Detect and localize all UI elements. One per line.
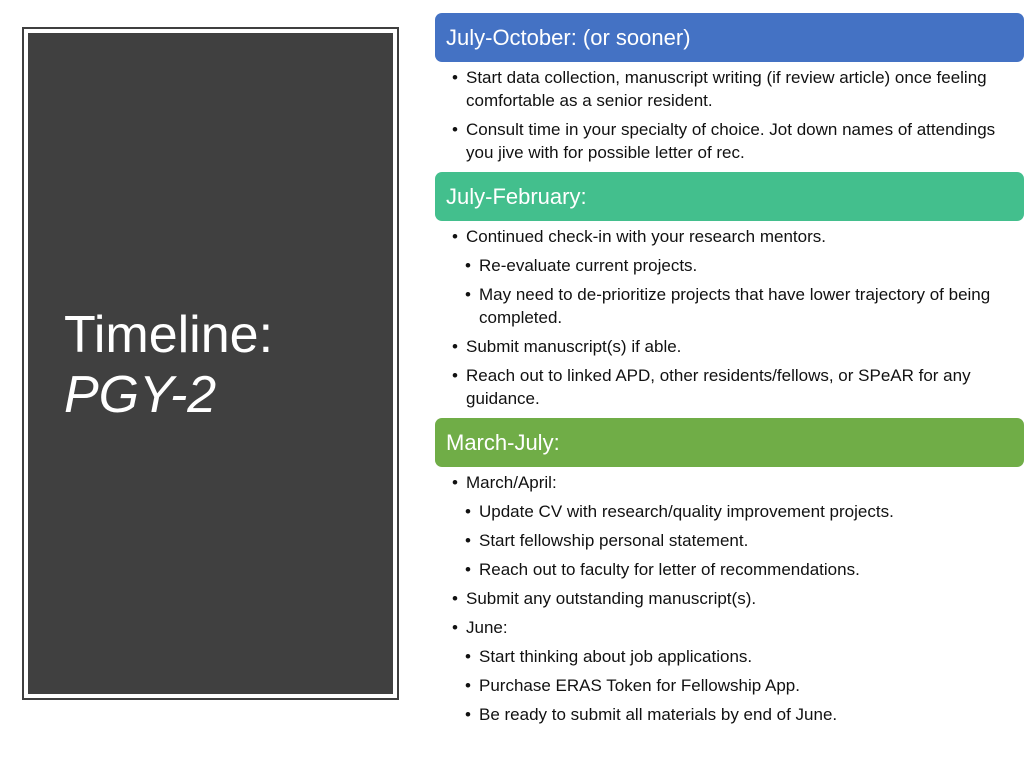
list-subitem — [465, 500, 1016, 523]
section-body — [435, 62, 1024, 172]
slide-title-line2: PGY-2 — [64, 366, 217, 424]
list-subitem — [465, 529, 1016, 552]
list-subitem — [465, 254, 1016, 277]
bullet-icon: • — [452, 227, 458, 246]
list-subitem — [465, 283, 1016, 329]
list-item-text: Re-evaluate current projects. — [479, 256, 698, 275]
list-subitem — [465, 674, 1016, 697]
section-header: July-February: — [435, 172, 1024, 221]
title-panel-background — [28, 33, 393, 694]
section-body — [435, 221, 1024, 418]
bullet-icon: • — [452, 366, 458, 385]
list-subitem — [465, 703, 1016, 726]
bullet-icon: • — [452, 473, 458, 492]
list-item-text: Continued check-in with your research mentors. — [466, 227, 826, 246]
list-item-text: Consult time in your specialty of choice. Jot down names of attendings you jive with for possible letter of rec. — [466, 120, 996, 162]
bullet-icon: • — [452, 337, 458, 356]
bullet-icon: • — [465, 502, 471, 521]
list-item — [452, 66, 1016, 112]
title-panel — [22, 27, 399, 700]
timeline-section-march-july — [435, 418, 1024, 734]
list-item-text: March/April: — [466, 473, 557, 492]
timeline-section-july-october — [435, 13, 1024, 172]
list-subitem — [465, 645, 1016, 668]
list-item-text: Start data collection, manuscript writing (if review article) once feeling comfortable as a senior resident. — [466, 68, 987, 110]
list-item-text: Submit manuscript(s) if able. — [466, 337, 682, 356]
list-item-text: Submit any outstanding manuscript(s). — [466, 589, 757, 608]
bullet-icon: • — [452, 68, 458, 87]
list-subitem — [465, 558, 1016, 581]
list-item — [452, 587, 1016, 610]
bullet-icon: • — [465, 705, 471, 724]
bullet-icon: • — [452, 589, 458, 608]
list-item-text: Purchase ERAS Token for Fellowship App. — [479, 676, 800, 695]
timeline-section-july-february — [435, 172, 1024, 418]
list-item-text: Be ready to submit all materials by end of June. — [479, 705, 838, 724]
list-item-text: May need to de-prioritize projects that have lower trajectory of being completed. — [479, 285, 991, 327]
bullet-icon: • — [465, 560, 471, 579]
bullet-icon: • — [465, 285, 471, 304]
section-header: July-October: (or sooner) — [435, 13, 1024, 62]
list-item — [452, 335, 1016, 358]
bullet-icon: • — [465, 676, 471, 695]
list-item — [452, 118, 1016, 164]
list-item-text: Update CV with research/quality improvement projects. — [479, 502, 894, 521]
section-header: March-July: — [435, 418, 1024, 467]
bullet-icon: • — [452, 618, 458, 637]
slide-title — [64, 305, 273, 425]
bullet-icon: • — [465, 256, 471, 275]
timeline-content — [435, 13, 1024, 734]
list-item-text: June: — [466, 618, 508, 637]
list-item-text: Start thinking about job applications. — [479, 647, 753, 666]
slide-title-line1: Timeline: — [64, 306, 274, 364]
bullet-icon: • — [465, 531, 471, 550]
list-item — [452, 616, 1016, 639]
bullet-icon: • — [452, 120, 458, 139]
bullet-icon: • — [465, 647, 471, 666]
list-item-text: Start fellowship personal statement. — [479, 531, 749, 550]
list-item — [452, 225, 1016, 248]
list-item-text: Reach out to faculty for letter of recommendations. — [479, 560, 860, 579]
list-item — [452, 471, 1016, 494]
list-item — [452, 364, 1016, 410]
list-item-text: Reach out to linked APD, other residents/fellows, or SPeAR for any guidance. — [466, 366, 971, 408]
section-body — [435, 467, 1024, 734]
